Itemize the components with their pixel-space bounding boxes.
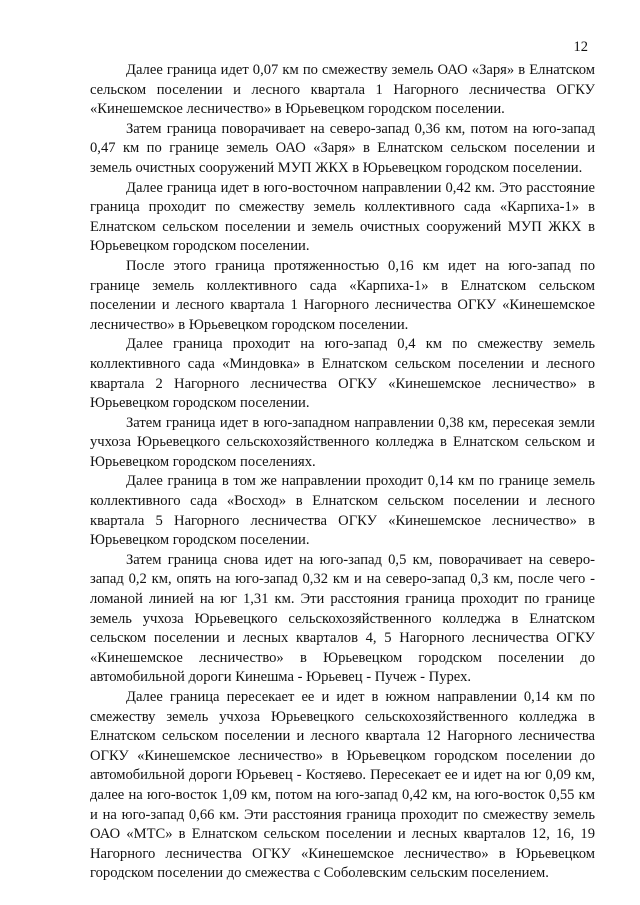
paragraph-9: Далее граница пересекает ее и идет в южном направлении 0,14 км по смежеству земель учхоза Юрьевецкого сельскохозяйственного колледжа в Елнатском сельском поселении и лесного квартала 12 Нагорного лесничества ОГКУ «Кинешемское лесничество» в Юрьевецком городском поселении до автомобильной дороги Юрьевец - Костяево. Пересекает ее и идет на юг 0,09 км, далее на юго-восток 1,09 км, потом на юго-запад 0,42 км, на юго-восток 0,55 км и на юго-запад 0,66 км. Эти расстояния граница проходит по смежеству земель ОАО «МТС» в Елнатском сельском поселении и лесных кварталов 12, 16, 19 Нагорного лесничества ОГКУ «Кинешемское лесничество» в Юрьевецком городском поселении до смежества с Соболевским сельским поселением.	[90, 689, 595, 882]
page-number: 12	[573, 39, 588, 55]
paragraph-7: Далее граница в том же направлении проходит 0,14 км по границе земель коллективного сада «Восход» в Елнатском сельском поселении и лесного квартала 5 Нагорного лесничества ОГКУ «Кинешемское лесничество» в Юрьевецком городском поселении.	[90, 473, 595, 549]
paragraph-2: Затем граница поворачивает на северо-запад 0,36 км, потом на юго-запад 0,47 км по границе земель ОАО «Заря» в Елнатском сельском поселении и земель очистных сооружений МУП ЖКХ в Юрьевецком городском поселении.	[90, 120, 595, 176]
paragraph-5: Далее граница проходит на юго-запад 0,4 км по смежеству земель коллективного сада «Миндовка» в Елнатском сельском поселении и лесного квартала 2 Нагорного лесничества ОГКУ «Кинешемское лесничество» в Юрьевецком городском поселении.	[90, 336, 595, 412]
paragraph-3: Далее граница идет в юго-восточном направлении 0,42 км. Это расстояние граница проходит по смежеству земель коллективного сада «Карпиха-1» в Елнатском сельском поселении и земель очистных сооружений МУП ЖКХ в Юрьевецком городском поселении.	[90, 179, 595, 255]
paragraph-1: Далее граница идет 0,07 км по смежеству земель ОАО «Заря» в Елнатском сельском поселении и лесного квартала 1 Нагорного лесничества ОГКУ «Кинешемское лесничество» в Юрьевецком городском поселении.	[90, 62, 595, 118]
paragraph-8: Затем граница снова идет на юго-запад 0,5 км, поворачивает на северо-запад 0,2 км, опять на юго-запад 0,32 км и на северо-запад 0,3 км, после чего - ломаной линией на юг 1,31 км. Эти расстояния граница проходит по границе земель учхоза Юрьевецкого сельскохозяйственного колледжа в Елнатском сельском поселении и лесных кварталов 4, 5 Нагорного лесничества ОГКУ «Кинешемское лесничество» в Юрьевецком городском поселении до автомобильной дороги Кинешма - Юрьевец - Пучеж - Пурех.	[90, 551, 595, 686]
paragraph-4: После этого граница протяженностью 0,16 км идет на юго-запад по границе земель коллективного сада «Карпиха-1» в Елнатском сельском поселении и лесного квартала 1 Нагорного лесничества ОГКУ «Кинешемское лесничество» в Юрьевецком городском поселении.	[90, 257, 595, 333]
document-body	[90, 61, 595, 884]
paragraph-6: Затем граница идет в юго-западном направлении 0,38 км, пересекая земли учхоза Юрьевецкого сельскохозяйственного колледжа в Елнатском сельском и Юрьевецком городском поселениях.	[90, 414, 595, 470]
